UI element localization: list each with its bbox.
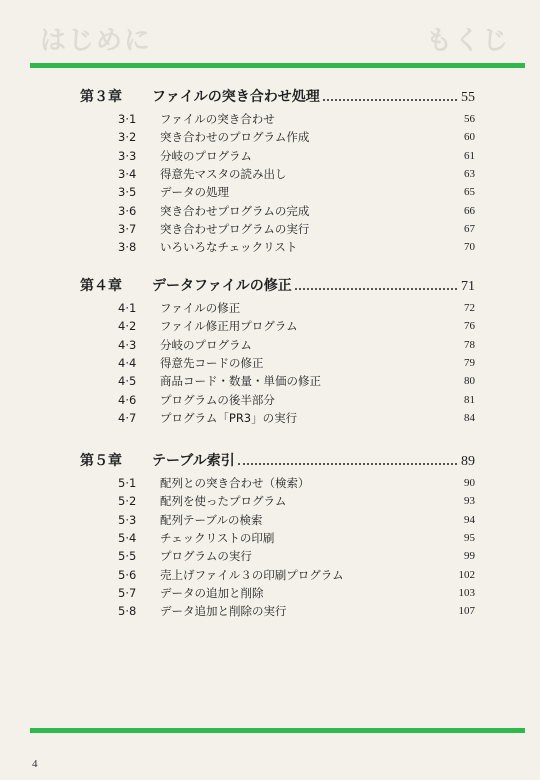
section-title: ファイルの突き合わせ <box>160 112 275 127</box>
section-number: 4·1 <box>118 301 137 316</box>
section-number: 5·3 <box>118 512 137 527</box>
chapter-number: 第３章 <box>80 89 122 105</box>
chapter-page: 55 <box>461 90 475 105</box>
show-through-right: もくじ <box>425 26 510 56</box>
section-list <box>80 474 475 620</box>
section-page: 95 <box>464 532 475 545</box>
toc-entry[interactable] <box>80 299 475 317</box>
section-number: 4·7 <box>118 410 137 425</box>
toc-entry[interactable] <box>80 390 475 408</box>
section-page: 66 <box>464 204 475 217</box>
section-page: 90 <box>464 477 475 490</box>
toc-entry[interactable] <box>80 602 475 620</box>
section-number: 3·2 <box>118 130 137 145</box>
section-title: ファイル修正用プログラム <box>160 319 298 334</box>
section-title: チェックリストの印刷 <box>160 531 275 546</box>
chapter-number: 第４章 <box>80 278 122 294</box>
section-page: 78 <box>464 338 475 351</box>
chapter-4-section <box>80 275 475 427</box>
toc-entry[interactable] <box>80 547 475 565</box>
section-title: 突き合わせプログラムの完成 <box>160 203 310 218</box>
section-page: 67 <box>464 222 475 235</box>
toc-entry[interactable] <box>80 201 475 219</box>
section-list <box>80 110 475 256</box>
section-number: 4·3 <box>118 337 137 352</box>
chapter-heading[interactable] <box>80 86 475 108</box>
toc-entry[interactable] <box>80 492 475 510</box>
section-page: 72 <box>464 302 475 315</box>
section-title: 商品コード・数量・単価の修正 <box>160 374 321 389</box>
toc-entry[interactable] <box>80 474 475 492</box>
section-number: 4·5 <box>118 374 137 389</box>
section-title: データの処理 <box>160 185 229 200</box>
dot-leader <box>323 99 457 101</box>
toc-entry[interactable] <box>80 147 475 165</box>
section-number: 5·4 <box>118 531 137 546</box>
section-title: 突き合わせプログラムの実行 <box>160 221 310 236</box>
section-title: いろいろなチェックリスト <box>160 240 298 255</box>
section-page: 60 <box>464 131 475 144</box>
toc-entry[interactable] <box>80 372 475 390</box>
dot-leader <box>238 463 457 465</box>
toc-entry[interactable] <box>80 220 475 238</box>
toc-entry[interactable] <box>80 354 475 372</box>
section-number: 4·2 <box>118 319 137 334</box>
section-number: 3·6 <box>118 203 137 218</box>
section-page: 99 <box>464 550 475 563</box>
section-page: 103 <box>458 586 475 599</box>
section-title: 配列テーブルの検索 <box>160 512 263 527</box>
section-page: 79 <box>464 357 475 370</box>
section-number: 4·4 <box>118 356 137 371</box>
section-page: 61 <box>464 149 475 162</box>
page-number: 4 <box>32 758 38 770</box>
section-page: 94 <box>464 513 475 526</box>
section-page: 102 <box>458 568 475 581</box>
section-number: 5·6 <box>118 567 137 582</box>
toc-entry[interactable] <box>80 165 475 183</box>
section-number: 4·6 <box>118 392 137 407</box>
section-number: 3·7 <box>118 221 137 236</box>
toc-entry[interactable] <box>80 128 475 146</box>
section-page: 80 <box>464 375 475 388</box>
toc-entry[interactable] <box>80 584 475 602</box>
section-list <box>80 299 475 427</box>
bottom-green-rule <box>30 728 525 733</box>
chapter-heading[interactable] <box>80 275 475 297</box>
chapter-3-section <box>80 86 475 256</box>
chapter-number: 第５章 <box>80 453 122 469</box>
section-number: 3·3 <box>118 148 137 163</box>
section-title: プログラムの実行 <box>160 549 252 564</box>
chapter-title: テーブル索引 <box>152 453 235 469</box>
section-page: 84 <box>464 411 475 424</box>
toc-entry[interactable] <box>80 183 475 201</box>
section-number: 5·5 <box>118 549 137 564</box>
toc-entry[interactable] <box>80 529 475 547</box>
section-title: 分岐のプログラム <box>160 337 252 352</box>
section-number: 5·8 <box>118 604 137 619</box>
top-green-rule <box>30 63 525 68</box>
section-page: 70 <box>464 241 475 254</box>
section-number: 5·2 <box>118 494 137 509</box>
toc-entry[interactable] <box>80 409 475 427</box>
section-page: 63 <box>464 168 475 181</box>
chapter-title: ファイルの突き合わせ処理 <box>152 89 320 105</box>
section-title: 分岐のプログラム <box>160 148 252 163</box>
toc-entry[interactable] <box>80 238 475 256</box>
chapter-page: 89 <box>461 454 475 469</box>
section-page: 65 <box>464 186 475 199</box>
toc-entry[interactable] <box>80 317 475 335</box>
toc-entry[interactable] <box>80 511 475 529</box>
section-title: プログラムの後半部分 <box>160 392 275 407</box>
section-number: 5·7 <box>118 585 137 600</box>
section-title: データ追加と削除の実行 <box>160 604 287 619</box>
section-number: 3·4 <box>118 167 137 182</box>
section-number: 3·8 <box>118 240 137 255</box>
section-title: 配列を使ったプログラム <box>160 494 287 509</box>
section-number: 3·1 <box>118 112 137 127</box>
section-page: 107 <box>458 605 475 618</box>
section-title: プログラム「PR3」の実行 <box>160 410 298 425</box>
section-title: 突き合わせのプログラム作成 <box>160 130 310 145</box>
section-number: 3·5 <box>118 185 137 200</box>
show-through-header <box>40 20 510 56</box>
chapter-5-section <box>80 450 475 620</box>
section-page: 81 <box>464 393 475 406</box>
section-page: 93 <box>464 495 475 508</box>
toc-entry[interactable] <box>80 336 475 354</box>
dot-leader <box>295 288 457 290</box>
section-title: ファイルの修正 <box>160 301 241 316</box>
section-title: データの追加と削除 <box>160 585 264 600</box>
chapter-page: 71 <box>461 279 475 294</box>
toc-entry[interactable] <box>80 110 475 128</box>
section-title: 得意先コードの修正 <box>160 356 264 371</box>
section-title: 配列との突き合わせ（検索） <box>160 476 310 491</box>
show-through-left: はじめに <box>40 26 153 56</box>
section-page: 56 <box>464 113 475 126</box>
section-title: 売上げファイル３の印刷プログラム <box>160 567 344 582</box>
section-page: 76 <box>464 320 475 333</box>
chapter-heading[interactable] <box>80 450 475 472</box>
toc-entry[interactable] <box>80 565 475 583</box>
chapter-title: データファイルの修正 <box>152 278 292 294</box>
section-title: 得意先マスタの読み出し <box>160 167 287 182</box>
section-number: 5·1 <box>118 476 137 491</box>
